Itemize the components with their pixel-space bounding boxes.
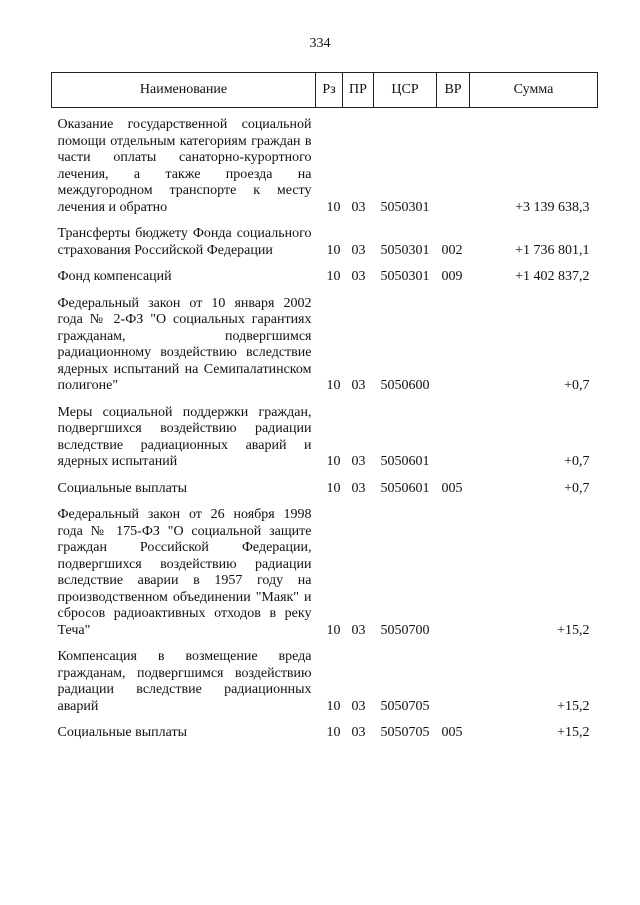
- cell-name: Компенсация в возмещение вреда гражданам, подвергшимся воздействию радиации вследствие радиационных аварий: [57, 649, 312, 714]
- cell-rz: 10: [326, 622, 341, 638]
- cell-sum: +1 736 801,1: [515, 242, 590, 258]
- cell-csr: 5050700: [380, 622, 430, 638]
- table-row: [52, 286, 598, 395]
- cell-csr: 5050600: [380, 378, 430, 393]
- cell-csr: 5050301: [380, 242, 430, 258]
- cell-pr: 03: [351, 199, 366, 215]
- table-row: [52, 639, 598, 715]
- cell-rz: 10: [326, 480, 341, 496]
- cell-sum: +3 139 638,3: [515, 199, 590, 215]
- header-sum: Сумма: [470, 73, 598, 108]
- cell-vr: [437, 639, 470, 715]
- header-name: Наименование: [52, 73, 316, 108]
- cell-csr: 5050601: [380, 454, 430, 469]
- cell-csr: 5050705: [380, 698, 430, 714]
- cell-vr: [437, 108, 470, 217]
- cell-rz: 10: [326, 242, 341, 258]
- cell-rz: 10: [326, 378, 341, 393]
- cell-vr: 009: [441, 269, 463, 284]
- cell-sum: +1 402 837,2: [515, 269, 590, 284]
- header-pr: ПР: [343, 73, 374, 108]
- cell-sum: +0,7: [564, 454, 590, 469]
- cell-rz: 10: [326, 199, 341, 215]
- cell-sum: +15,2: [557, 622, 590, 638]
- cell-sum: +0,7: [564, 480, 590, 496]
- table-header: [52, 73, 598, 108]
- table-row: [52, 259, 598, 286]
- cell-name: Социальные выплаты: [57, 725, 188, 740]
- cell-name: Федеральный закон от 26 ноября 1998 года № 175-ФЗ "О социальной защите граждан Российской Федерации, подвергшихся воздействию радиации вследствие аварии в 1957 году на производственном объединении "Маяк" и сбросов радиоактивных отходов в реку Теча": [57, 507, 312, 638]
- table-row: [52, 216, 598, 259]
- cell-vr: [437, 497, 470, 639]
- cell-csr: 5050301: [380, 269, 430, 284]
- cell-vr: 005: [441, 480, 463, 496]
- cell-sum: +0,7: [564, 378, 590, 393]
- cell-sum: +15,2: [557, 698, 590, 714]
- table-row: [52, 395, 598, 471]
- cell-pr: 03: [351, 480, 366, 496]
- cell-pr: 03: [351, 242, 366, 258]
- table-row: [52, 715, 598, 742]
- cell-name: Оказание государственной социальной помощи отдельным категориям граждан в части оплаты санаторно-курортного лечения, а также проезда на междугородном транспорте к месту лечения и обратно: [57, 117, 312, 215]
- cell-name: Федеральный закон от 10 января 2002 года № 2-ФЗ "О социальных гарантиях гражданам, подвергшимся радиационному воздействию вследствие ядерных испытаний на Семипалатинском полигоне": [57, 295, 312, 393]
- cell-pr: 03: [351, 454, 366, 469]
- cell-rz: 10: [326, 454, 341, 469]
- table-row: [52, 471, 598, 498]
- header-rz: Рз: [316, 73, 343, 108]
- cell-csr: 5050705: [380, 725, 430, 740]
- cell-sum: +15,2: [557, 725, 590, 740]
- page-number: 334: [309, 36, 331, 51]
- cell-vr: [437, 395, 470, 471]
- cell-pr: 03: [351, 269, 366, 284]
- cell-csr: 5050601: [380, 480, 430, 496]
- cell-rz: 10: [326, 269, 341, 284]
- cell-pr: 03: [351, 698, 366, 714]
- cell-name: Социальные выплаты: [57, 480, 188, 496]
- header-csr: ЦСР: [374, 73, 437, 108]
- cell-vr: 005: [441, 725, 463, 740]
- header-vr: ВР: [437, 73, 470, 108]
- cell-pr: 03: [351, 378, 366, 393]
- cell-vr: 002: [441, 242, 463, 258]
- table-body: [52, 108, 598, 742]
- cell-name: Меры социальной поддержки граждан, подвергшихся воздействию радиации вследствие радиационных аварий и ядерных испытаний: [57, 404, 312, 469]
- cell-rz: 10: [326, 698, 341, 714]
- cell-csr: 5050301: [380, 199, 430, 215]
- table-row: [52, 497, 598, 639]
- cell-pr: 03: [351, 725, 366, 740]
- cell-name: Фонд компенсаций: [57, 269, 172, 284]
- table-row: [52, 108, 598, 217]
- budget-table: [51, 72, 598, 742]
- cell-pr: 03: [351, 622, 366, 638]
- cell-name: Трансферты бюджету Фонда социального страхования Российской Федерации: [57, 226, 312, 258]
- cell-vr: [437, 286, 470, 395]
- cell-rz: 10: [326, 725, 341, 740]
